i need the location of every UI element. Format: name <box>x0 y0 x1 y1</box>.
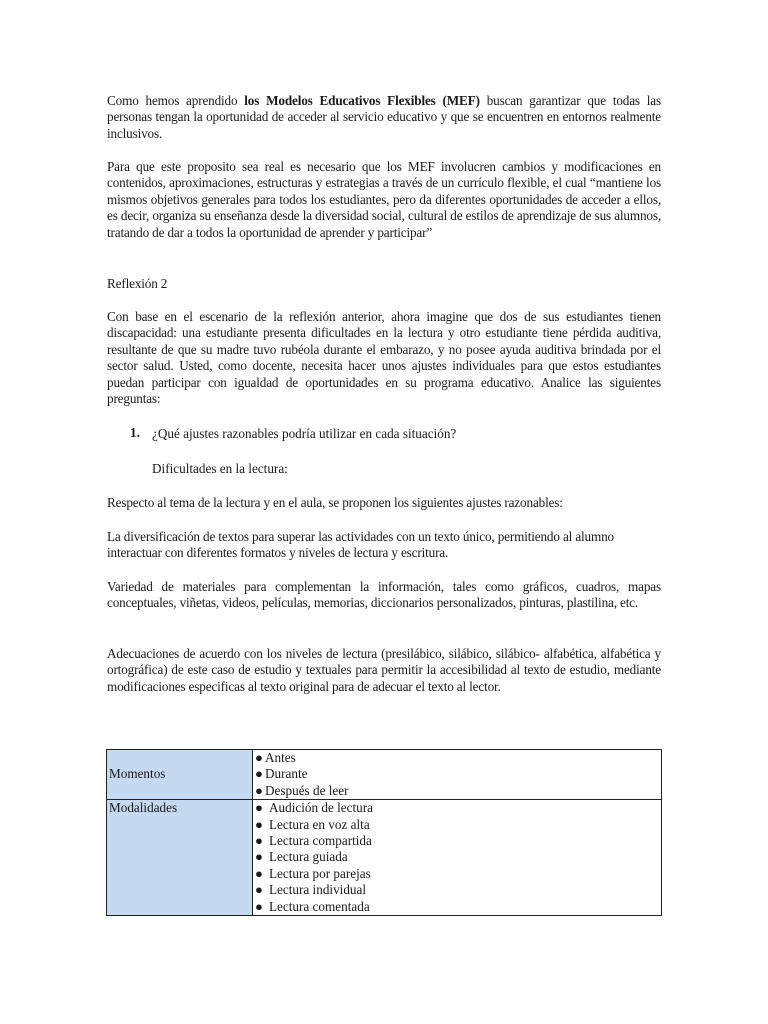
bullet-icon: ● <box>255 750 263 765</box>
list-item-label: Lectura individual <box>269 882 367 898</box>
text-diversification-paragraph: La diversificación de textos para superar las actividades con un texto único, permitiendo al alumno interactuar con diferentes formatos y niveles de lectura y escritura. <box>107 529 614 561</box>
reading-levels-paragraph: Adecuaciones de acuerdo con los niveles de lectura (presilábico, silábico, silábico- alfabética, alfabética y ortográfica) de este caso de estudio y textuales para permitir la accesibilidad al texto de estudio, mediante modificaciones especificas al texto original para de adecuar el texto al lector. <box>107 646 661 694</box>
adjustments-intro-paragraph: Respecto al tema de la lectura y en el aula, se proponen los siguientes ajustes razonables: <box>107 495 563 510</box>
list-item <box>255 866 659 882</box>
bullet-icon: ● <box>255 816 263 832</box>
bullet-icon: ● <box>255 766 263 782</box>
bullet-icon: ● <box>255 898 263 914</box>
question-text: ¿Qué ajustes razonables podría utilizar en cada situación? <box>152 426 457 441</box>
table-body <box>107 750 662 916</box>
intro-suffix: buscan garantizar que todas las personas tengan la oportunidad de acceder al servicio educativo y que se encuentren en entornos realmente inclusivos. <box>107 93 661 141</box>
bullet-list <box>255 800 659 915</box>
bullet-icon: ● <box>255 882 263 898</box>
table-row-items <box>253 750 662 800</box>
list-item <box>255 750 659 766</box>
reading-strategies-table <box>106 749 662 916</box>
list-item <box>255 800 659 816</box>
list-item-label: Lectura comentada <box>269 898 370 914</box>
bullet-icon: ● <box>255 865 263 881</box>
list-item <box>255 882 659 898</box>
table-row-header: Modalidades <box>107 800 253 916</box>
list-item <box>255 899 659 915</box>
bullet-icon: ● <box>255 849 263 865</box>
list-item <box>255 766 659 782</box>
intro-bold-term: los Modelos Educativos Flexibles (MEF) <box>244 93 480 108</box>
bullet-list <box>255 750 659 799</box>
table-row <box>107 800 662 916</box>
list-item <box>255 783 659 799</box>
list-item-label: Audición de lectura <box>269 800 373 816</box>
bullet-icon: ● <box>255 800 263 816</box>
scenario-paragraph: Con base en el escenario de la reflexión anterior, ahora imagine que dos de sus estudiantes tienen discapacidad: una estudiante presenta dificultades en la lectura y otro estudiante tiene pérdida auditiva, resultante de que su madre tuvo rubéola durante el embarazo, y no posee ayuda auditiva brindada por el sector salud. Usted, como docente, necesita hacer unos ajustes individuales para que estos estudiantes puedan participar con igualdad de oportunidades en su programa educativo. Analice las siguientes preguntas: <box>107 309 661 407</box>
list-item-label: Lectura por parejas <box>269 865 371 881</box>
mef-paragraph: Para que este proposito sea real es necesario que los MEF involucren cambios y modificaciones en contenidos, aproximaciones, estructuras y estrategias a través de un currículo flexible, el cual “mantiene los mismos objetivos generales para todos los estudiantes, pero da diferentes oportunidades de acceder a ellos, es decir, organiza su enseñanza desde la diversidad social, cultural de estilos de aprendizaje de sus alumnos, tratando de dar a todos la oportunidad de aprender y participar” <box>107 159 661 240</box>
intro-prefix: Como hemos aprendido <box>107 93 245 108</box>
list-item <box>255 833 659 849</box>
reflexion-heading: Reflexión 2 <box>107 276 168 291</box>
bullet-icon: ● <box>255 833 263 849</box>
list-item-label: Lectura compartida <box>269 833 372 849</box>
list-item <box>255 849 659 865</box>
list-item-label: Antes <box>265 750 296 765</box>
materials-paragraph: Variedad de materiales para complementan la información, tales como gráficos, cuadros, mapas conceptuales, viñetas, videos, películas, memorias, diccionarios personalizados, pinturas, plastilina, etc. <box>107 579 661 611</box>
list-item-label: Durante <box>265 766 308 782</box>
list-item-label: Después de leer <box>265 782 349 798</box>
question-number: 1. <box>130 425 140 440</box>
intro-paragraph <box>107 93 661 142</box>
table-row <box>107 750 662 800</box>
bullet-icon: ● <box>255 782 263 798</box>
list-item-label: Lectura en voz alta <box>269 816 370 832</box>
table-row-header: Momentos <box>107 750 253 800</box>
list-item <box>255 817 659 833</box>
list-item-label: Lectura guiada <box>269 849 348 865</box>
table-row-items <box>253 800 662 916</box>
reading-difficulties-subheading: Dificultades en la lectura: <box>152 461 288 476</box>
